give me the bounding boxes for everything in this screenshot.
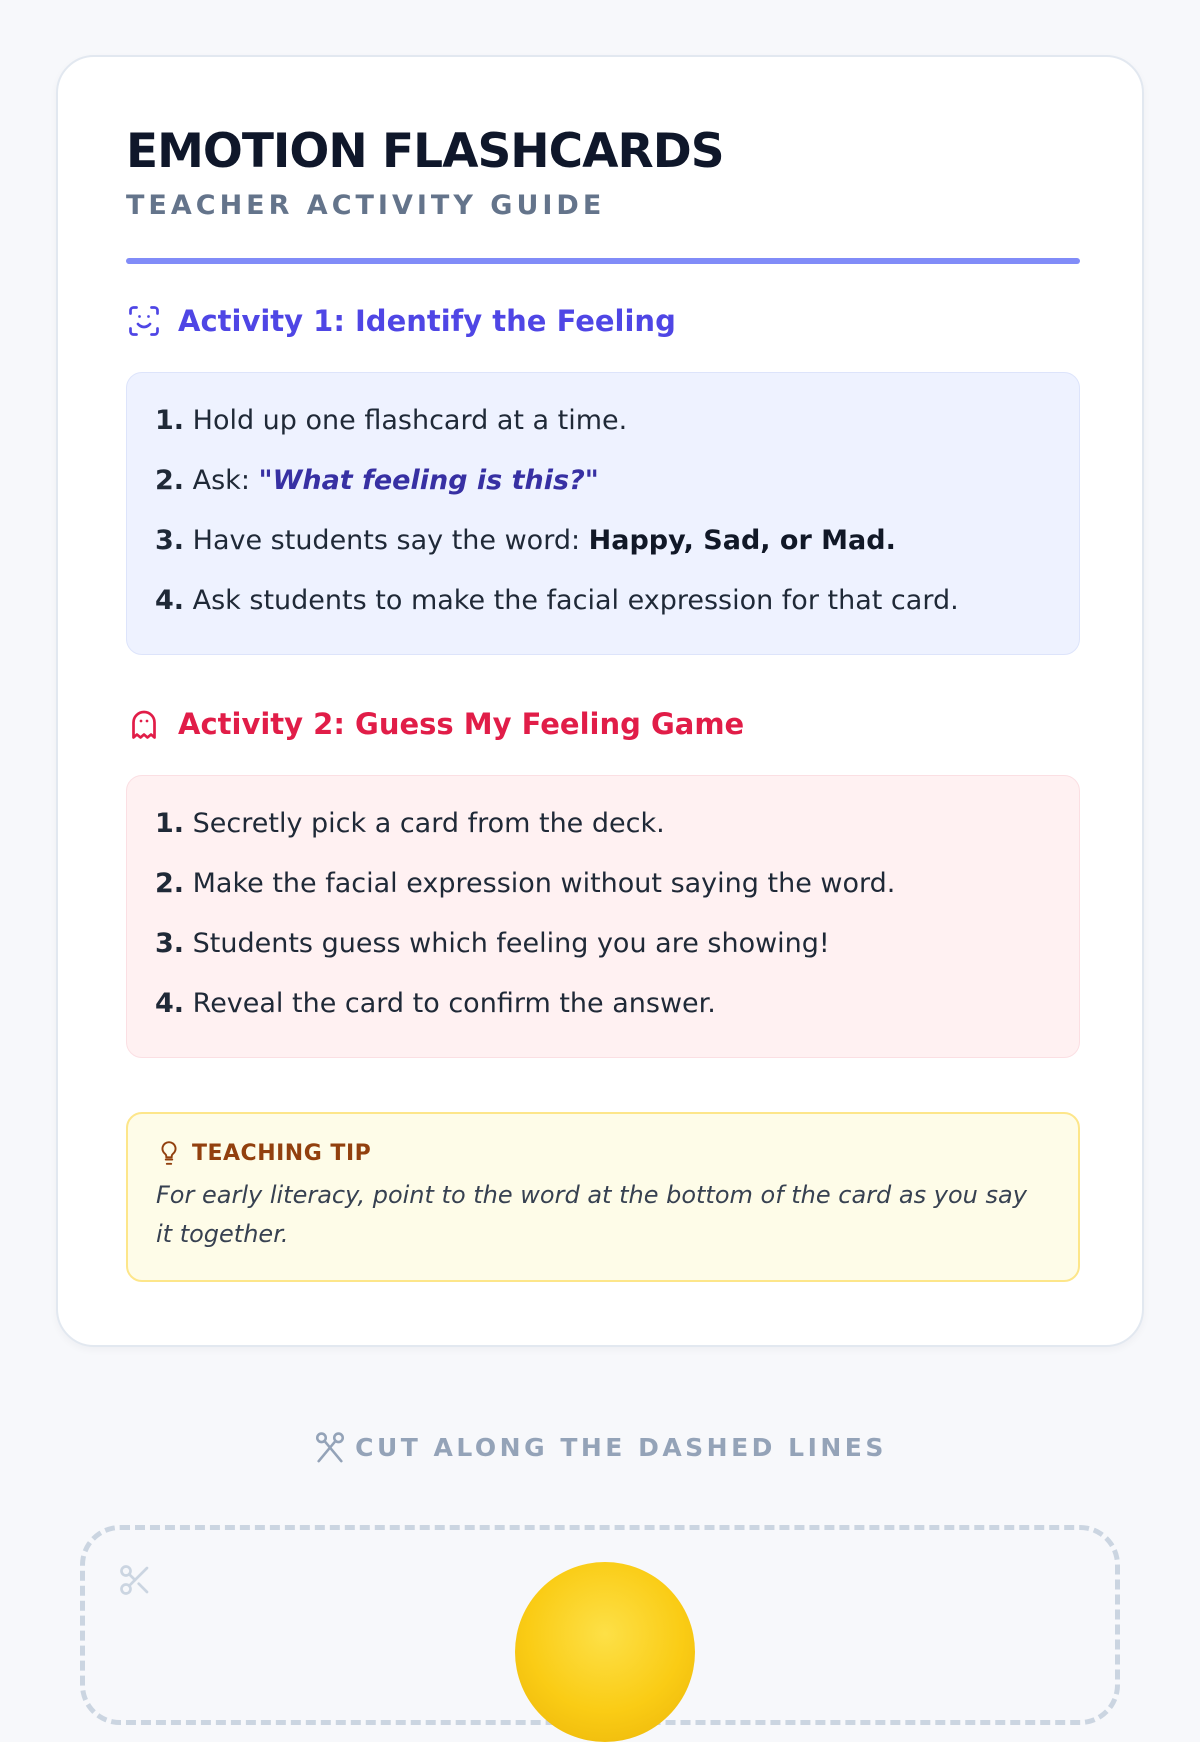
title-divider xyxy=(126,258,1080,264)
activity-1-title: Activity 1: Identify the Feeling xyxy=(178,304,676,338)
teaching-tip-text: For early literacy, point to the word at the bottom of the card as you say it together. xyxy=(156,1181,1027,1248)
activity-2-heading xyxy=(126,704,744,744)
cut-instruction-text: CUT ALONG THE DASHED LINES xyxy=(355,1432,887,1462)
ghost-icon xyxy=(126,706,162,742)
step-item: 3. Students guess which feeling you are showing! xyxy=(155,928,830,959)
step-item: 4. Ask students to make the facial expression for that card. xyxy=(155,585,959,616)
question-quote: "What feeling is this?" xyxy=(258,465,599,496)
activity-2-steps xyxy=(126,775,1080,1058)
step-item: 3. Have students say the word: Happy, Sad, or Mad. xyxy=(155,525,896,556)
page-title: EMOTION FLASHCARDS xyxy=(126,124,724,179)
teaching-tip xyxy=(126,1112,1080,1282)
feeling-words: Happy, Sad, or Mad. xyxy=(588,525,896,556)
activity-2-title: Activity 2: Guess My Feeling Game xyxy=(178,707,745,741)
activity-1-steps xyxy=(126,372,1080,655)
step-item: 1. Secretly pick a card from the deck. xyxy=(155,808,665,839)
activity-1-heading xyxy=(126,301,676,341)
teaching-tip-label: TEACHING TIP xyxy=(192,1140,372,1166)
step-item: 1. Hold up one flashcard at a time. xyxy=(155,405,628,436)
scissors-icon xyxy=(117,1562,153,1598)
page-subtitle: TEACHER ACTIVITY GUIDE xyxy=(126,190,606,221)
scissors-icon xyxy=(313,1430,347,1464)
face-scan-icon xyxy=(126,303,162,339)
lightbulb-icon xyxy=(156,1140,182,1166)
step-item: 2. Make the facial expression without saying the word. xyxy=(155,868,896,899)
emotion-flashcard xyxy=(80,1525,1120,1725)
teaching-tip-heading xyxy=(156,1140,371,1166)
cut-instruction xyxy=(0,1430,1200,1464)
activity-guide-card xyxy=(56,55,1144,1347)
step-item: 2. Ask: "What feeling is this?" xyxy=(155,465,599,496)
emotion-face-image xyxy=(515,1562,695,1742)
step-item: 4. Reveal the card to confirm the answer. xyxy=(155,988,716,1019)
